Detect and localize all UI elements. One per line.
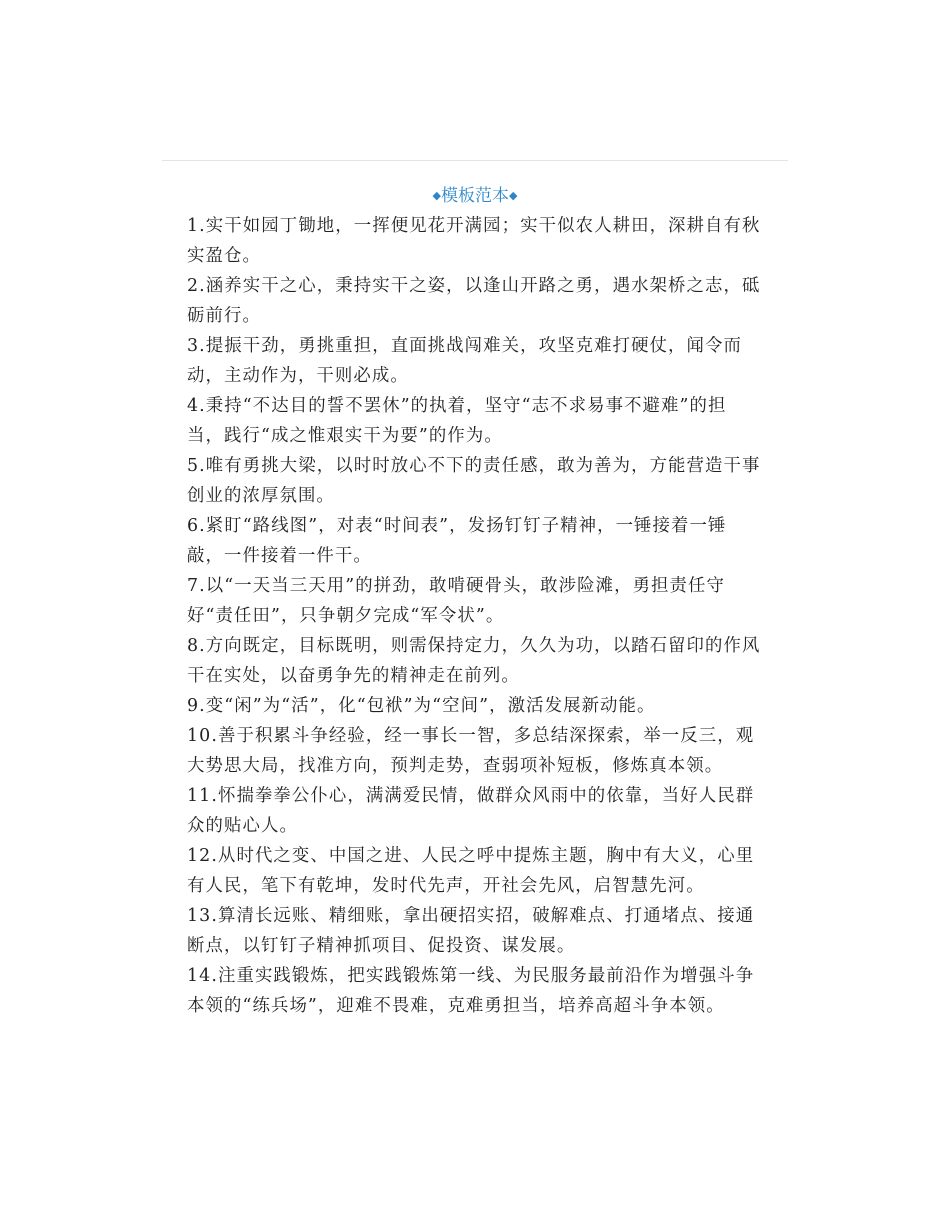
list-item-1: 1.实干如园丁锄地，一挥便见花开满园；实干似农人耕田，深耕自有秋实盈仓。 [187, 216, 761, 266]
list-item-8: 8.方向既定，目标既明，则需保持定力，久久为功，以踏石留印的作风干在实处，以奋勇争先的精神走在前列。 [187, 636, 761, 686]
diamond-right-icon: ◆ [509, 189, 518, 202]
list-item-5: 5.唯有勇挑大梁，以时时放心不下的责任感，敢为善为，方能营造干事创业的浓厚氛围。 [187, 456, 761, 506]
list-item-3: 3.提振干劲，勇挑重担，直面挑战闯难关，攻坚克难打硬仗，闻令而动，主动作为，干则必成。 [187, 336, 743, 386]
list-item-12: 12.从时代之变、中国之进、人民之呼中提炼主题，胸中有大义，心里有人民，笔下有乾坤，发时代先声，开社会先风，启智慧先河。 [187, 846, 755, 896]
top-divider [162, 160, 788, 161]
list-item-13: 13.算清长远账、精细账，拿出硬招实招，破解难点、打通堵点、接通断点，以钉钉子精神抓项目、促投资、谋发展。 [187, 906, 755, 956]
list-item-10: 10.善于积累斗争经验，经一事长一智，多总结深探索，举一反三，观大势思大局，找准方向，预判走势，查弱项补短板，修炼真本领。 [187, 726, 755, 776]
diamond-left-icon: ◆ [432, 189, 441, 202]
list-item-9: 9.变“闲”为“活”，化“包袱”为“空间”，激活发展新动能。 [187, 696, 656, 716]
list-item-7: 7.以“一天当三天用”的拼劲，敢啃硬骨头，敢涉险滩，勇担责任守好“责任田”，只争朝夕完成“军令状”。 [187, 576, 726, 626]
list-item-14: 14.注重实践锻炼，把实践锻炼第一线、为民服务最前沿作为增强斗争本领的“练兵场”，迎难不畏难，克难勇担当，培养高超斗争本领。 [187, 966, 755, 1016]
section-title [162, 183, 788, 209]
section-title-text: 模板范本 [441, 186, 509, 206]
list-item-4: 4.秉持“不达目的誓不罢休”的执着，坚守“志不求易事不避难”的担当，践行“成之惟艰实干为要”的作为。 [187, 396, 727, 446]
list-item-6: 6.紧盯“路线图”，对表“时间表”，发扬钉钉子精神，一锤接着一锤敲，一件接着一件干。 [187, 516, 727, 566]
list-item-11: 11.怀揣拳拳公仆心，满满爱民情，做群众风雨中的依靠，当好人民群众的贴心人。 [187, 786, 755, 836]
content-body [187, 211, 761, 1021]
list-item-2: 2.涵养实干之心，秉持实干之姿，以逢山开路之勇，遇水架桥之志，砥砺前行。 [187, 276, 761, 326]
